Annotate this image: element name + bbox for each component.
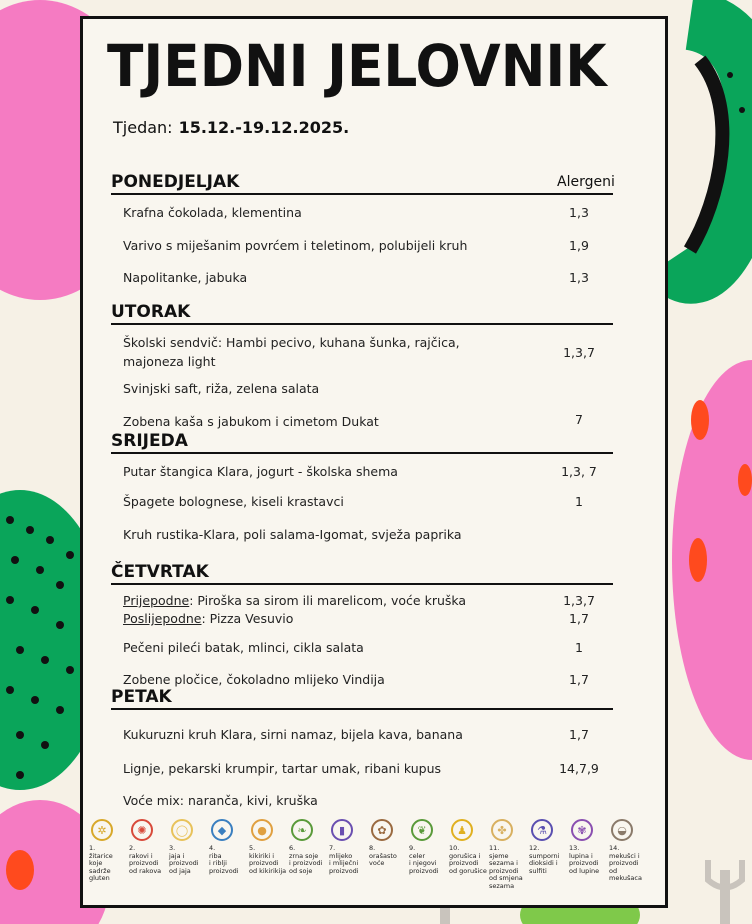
allergen-legend-label: 11. sjeme sezama i proizvodi od smjena sezama: [489, 844, 523, 890]
celery-icon: ❦: [411, 819, 433, 841]
fish-icon: ◆: [211, 819, 233, 841]
menu-item: Svinjski saft, riža, zelena salata: [123, 381, 320, 396]
allergen-legend-item: [169, 819, 207, 875]
menu-item: Pečeni pileći batak, mlinci, cikla salata: [123, 640, 364, 655]
day-heading-tuesday: UTORAK: [111, 302, 191, 322]
menu-item: Kruh rustika-Klara, poli salama-Igomat, svježa paprika: [123, 527, 462, 542]
milk-icon: ▮: [331, 819, 353, 841]
divider: [111, 708, 613, 710]
sesame-icon: ✤: [491, 819, 513, 841]
week-line: [113, 118, 349, 137]
menu-item: [123, 611, 293, 626]
menu-item: Lignje, pekarski krumpir, tartar umak, ribani kupus: [123, 761, 442, 776]
allergen-legend: [89, 819, 669, 899]
allergen-legend-item: [449, 819, 487, 875]
allergen-codes: 7: [575, 412, 583, 427]
peanut-icon: ●: [251, 819, 273, 841]
day-heading-wednesday: SRIJEDA: [111, 431, 188, 451]
allergen-legend-item: [209, 819, 247, 875]
day-heading-friday: PETAK: [111, 687, 172, 707]
meal-time-label: Poslijepodne: [123, 611, 202, 626]
allergen-legend-label: 13. lupina i proizvodi od lupine: [569, 844, 600, 875]
menu-item: Zobene pločice, čokoladno mlijeko Vindija: [123, 672, 385, 687]
wheat-icon: ✲: [91, 819, 113, 841]
meal-time-label: Prijepodne: [123, 593, 190, 608]
divider: [111, 323, 613, 325]
allergen-legend-label: 6. zrna soje i proizvodi od soje: [289, 844, 323, 875]
allergen-codes: 1: [575, 640, 583, 655]
allergen-codes: 1,9: [569, 238, 589, 253]
allergen-codes: 1,3, 7: [561, 464, 597, 479]
menu-item: Špagete bolognese, kiseli krastavci: [123, 494, 344, 509]
menu-item: Kukuruzni kruh Klara, sirni namaz, bijela kava, banana: [123, 727, 463, 742]
allergen-legend-item: [609, 819, 647, 883]
allergen-legend-label: 12. sumporni dioksidi i sulfiti: [529, 844, 560, 875]
week-label: Tjedan:: [113, 118, 173, 137]
allergen-legend-item: [89, 819, 127, 883]
shell-icon: ◒: [611, 819, 633, 841]
allergen-legend-item: [529, 819, 567, 875]
allergen-codes: 1,3: [569, 270, 589, 285]
allergen-legend-label: 10. gorušica i proizvodi od gorušice: [449, 844, 487, 875]
nut-icon: ✿: [371, 819, 393, 841]
egg-icon: ◯: [171, 819, 193, 841]
menu-item-text: : Pizza Vesuvio: [201, 611, 294, 626]
allergen-legend-label: 5. kikiriki i proizvodi od kikirikija: [249, 844, 287, 875]
allergen-legend-label: 7. mlijeko i mliječni proizvodi: [329, 844, 359, 875]
menu-item: [123, 593, 466, 608]
menu-item-text: : Piroška sa sirom ili marelicom, voće kruška: [189, 593, 467, 608]
week-range: 15.12.-19.12.2025.: [178, 118, 350, 137]
allergen-legend-item: [329, 819, 367, 875]
menu-card: [80, 16, 668, 908]
allergen-legend-item: [369, 819, 407, 868]
allergen-codes: 1,7: [569, 611, 589, 626]
divider: [111, 452, 613, 454]
menu-item: Putar štangica Klara, jogurt - školska shema: [123, 464, 398, 479]
allergen-legend-item: [249, 819, 287, 875]
mustard-icon: ♟: [451, 819, 473, 841]
divider: [111, 193, 613, 195]
lupin-icon: ✾: [571, 819, 593, 841]
allergen-legend-label: 2. rakovi i proizvodi od rakova: [129, 844, 162, 875]
day-heading-monday: PONEDJELJAK: [111, 172, 240, 192]
page-title: TJEDNI JELOVNIK: [107, 32, 607, 100]
divider: [111, 583, 613, 585]
allergen-legend-item: [409, 819, 447, 875]
allergen-legend-label: 9. celer i njegovi proizvodi: [409, 844, 439, 875]
menu-item: Voće mix: naranča, kivi, kruška: [123, 793, 318, 808]
day-heading-thursday: ČETVRTAK: [111, 562, 209, 582]
allergen-codes: 14,7,9: [559, 761, 599, 776]
allergen-codes: 1,7: [569, 672, 589, 687]
menu-item: Napolitanke, jabuka: [123, 270, 248, 285]
menu-item: Školski sendvič: Hambi pecivo, kuhana šunka, rajčica, majoneza light: [123, 335, 460, 369]
allergen-legend-label: 3. jaja i proizvodi od jaja: [169, 844, 199, 875]
soy-icon: ❧: [291, 819, 313, 841]
allergen-codes: 1,3,7: [563, 593, 595, 608]
allergen-legend-item: [569, 819, 607, 875]
allergens-header: Alergeni: [557, 174, 615, 190]
allergen-codes: 1: [575, 494, 583, 509]
allergen-legend-item: [489, 819, 527, 890]
menu-item: Krafna čokolada, klementina: [123, 205, 302, 220]
allergen-codes: 1,7: [569, 727, 589, 742]
allergen-codes: 1,3,7: [563, 345, 595, 360]
menu-item: Varivo s miješanim povrćem i teletinom, polubijeli kruh: [123, 238, 468, 253]
allergen-legend-item: [129, 819, 167, 875]
allergen-legend-label: 4. riba i riblji proizvodi: [209, 844, 239, 875]
allergen-codes: 1,3: [569, 205, 589, 220]
menu-item: Zobena kaša s jabukom i cimetom Dukat: [123, 414, 379, 429]
allergen-legend-label: 8. orašasto voće: [369, 844, 397, 867]
allergen-legend-label: 1. žitarice koje sadrže gluten: [89, 844, 113, 882]
crab-icon: ✺: [131, 819, 153, 841]
allergen-legend-item: [289, 819, 327, 875]
sulfite-icon: ⚗: [531, 819, 553, 841]
allergen-legend-label: 14. mekušci i proizvodi od mekušaca: [609, 844, 642, 882]
